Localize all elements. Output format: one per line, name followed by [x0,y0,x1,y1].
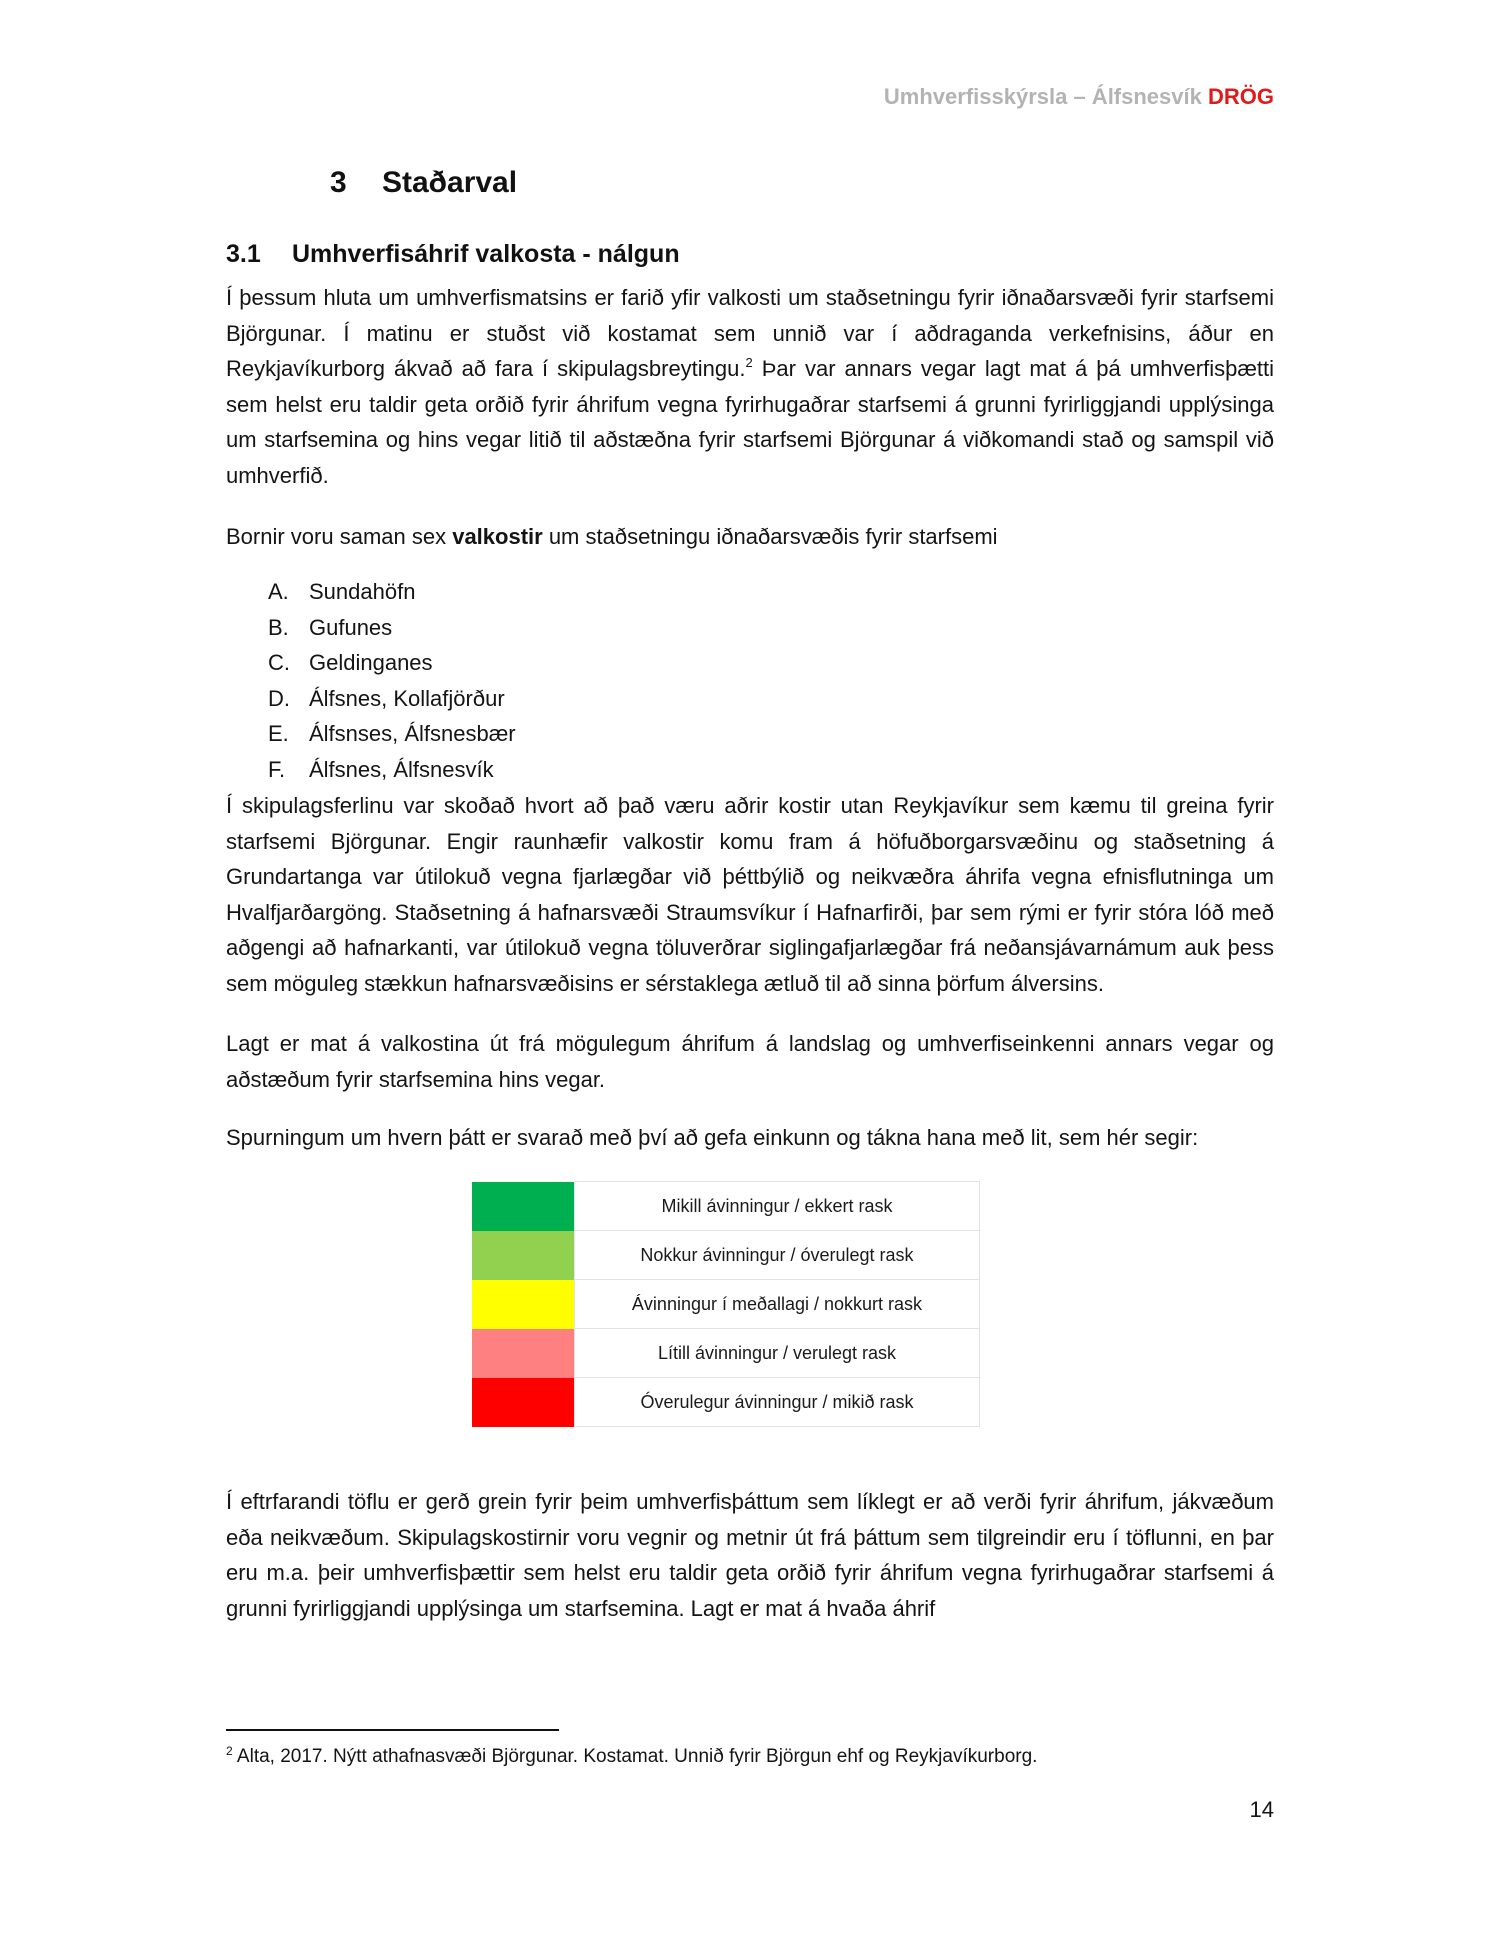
legend-label: Ávinningur í meðallagi / nokkurt rask [575,1280,980,1329]
options-intro-text-end: um staðsetningu iðnaðarsvæðis fyrir starfsemi [542,524,998,549]
legend-label: Mikill ávinningur / ekkert rask [575,1182,980,1231]
list-item-name: Gufunes [309,614,393,640]
list-item-name: Álfsnses, Álfsnesbær [309,721,516,747]
list-item-letter: A. [268,579,289,604]
legend-label: Nokkur ávinningur / óverulegt rask [575,1231,980,1280]
list-item-name: Geldinganes [309,650,433,676]
list-item-letter: E. [268,721,289,747]
list-item [268,645,516,681]
subsection-number: 3.1 [226,240,261,268]
header-title: Umhverfisskýrsla – Álfsnesvík [883,84,1202,109]
paragraph-rating: Spurningum um hvern þátt er svarað með því að gefa einkunn og tákna hana með lit, sem hér segir: [226,1125,1199,1150]
list-item [268,752,516,788]
list-item-letter: C. [268,650,290,676]
draft-label: DRÖG [1208,84,1274,109]
subsection-heading [226,240,680,269]
list-item-name: Álfsnes, Álfsnesvík [309,756,494,782]
legend-swatch [472,1231,575,1280]
paragraph-assessment: Lagt er mat á valkostina út frá mögulegum áhrifum á landslag og umhverfiseinkenni annars vegar og aðstæðum fyrir starfsemina hins vegar. [226,1031,1274,1092]
legend-swatch [472,1329,575,1378]
legend-label: Óverulegur ávinningur / mikið rask [575,1378,980,1427]
section-title: Staðarval [382,166,518,199]
options-intro-text: Bornir voru saman sex [226,524,453,549]
running-header [884,84,1274,110]
section-heading [330,166,517,200]
page-number: 14 [1249,1797,1274,1822]
legend-swatch [472,1182,575,1231]
list-item-letter: F. [268,756,286,782]
section-number: 3 [330,166,347,199]
list-item [268,574,516,610]
options-intro-bold: valkostir [452,524,543,549]
table-row [472,1182,980,1231]
table-row [472,1231,980,1280]
table-row [472,1329,980,1378]
list-item-letter: B. [268,614,289,640]
options-list [268,574,516,788]
table-row [472,1378,980,1427]
list-item-name: Álfsnes, Kollafjörður [309,685,505,711]
paragraph-options-intro [226,519,1274,555]
paragraph-intro-part1: Í þessum hluta um umhverfismatsins er farið yfir valkosti um staðsetningu fyrir iðnaðarsvæði fyrir starfsemi Björgunar. Í matinu er stuðst við kostamat sem unnið var í aðdraganda verkefnisins, áður en Reykjavíkurborg ákvað að fara í skipulagsbreytingu. [226,285,1274,382]
footnote-number: 2 [226,1744,233,1758]
list-item-name: Sundahöfn [309,579,416,604]
subsection-title: Umhverfisáhrif valkosta - nálgun [292,240,680,268]
table-row [472,1280,980,1329]
paragraph-table-intro: Í eftrfarandi töflu er gerð grein fyrir þeim umhverfisþáttum sem líklegt er að verði fyrir áhrifum, jákvæðum eða neikvæðum. Skipulagskostirnir voru vegnir og metnir út frá þáttum sem tilgreindir eru í töflunni, en þar eru m.a. þeir umhverfisþættir sem helst eru taldir geta orðið fyrir áhrifum vegna fyrirhugaðrar starfsemi á grunni fyrirliggjandi upplýsinga um starfsemina. Lagt er mat á hvaða áhrif [226,1489,1274,1621]
paragraph-intro-part2: Þar var annars vegar lagt mat á þá umhverfisþætti sem helst eru taldir geta orðið fyrir áhrifum vegna fyrirhugaðrar starfsemi á grunni fyrirliggjandi upplýsinga um starfsemina og hins vegar litið til aðstæðna fyrir starfsemi Björgunar á viðkomandi stað og samspil við umhverfið. [226,356,1275,488]
footnote [226,1746,1037,1768]
legend-swatch [472,1280,575,1329]
paragraph-intro [226,280,1274,494]
paragraph-process: Í skipulagsferlinu var skoðað hvort að það væru aðrir kostir utan Reykjavíkur sem kæmu til greina fyrir starfsemi Björgunar. Engir raunhæfir valkostir komu fram á höfuðborgarsvæðinu og staðsetning á Grundartanga var útilokuð vegna fjarlægðar við þéttbýlið og neikvæðra áhrifa vegna efnisflutninga um Hvalfjarðargöng. Staðsetning á hafnarsvæði Straumsvíkur í Hafnarfirði, þar sem rými er fyrir stóra lóð með aðgengi að hafnarkanti, var útilokuð vegna töluverðrar siglingafjarlægðar frá neðansjávarnámum auk þess sem möguleg stækkun hafnarsvæðisins er sérstaklega ætluð til að sinna þörfum álversins. [226,793,1274,996]
legend-label: Lítill ávinningur / verulegt rask [575,1329,980,1378]
footnote-text: Alta, 2017. Nýtt athafnasvæði Björgunar. Kostamat. Unnið fyrir Björgun ehf og Reykjavíkurborg. [236,1746,1038,1767]
list-item [268,716,516,752]
footnote-separator [226,1729,559,1731]
legend-swatch [472,1378,575,1427]
rating-legend-table [472,1181,980,1427]
list-item [268,681,516,717]
footnote-reference[interactable]: 2 [745,355,753,371]
list-item [268,610,516,646]
list-item-letter: D. [268,685,290,711]
